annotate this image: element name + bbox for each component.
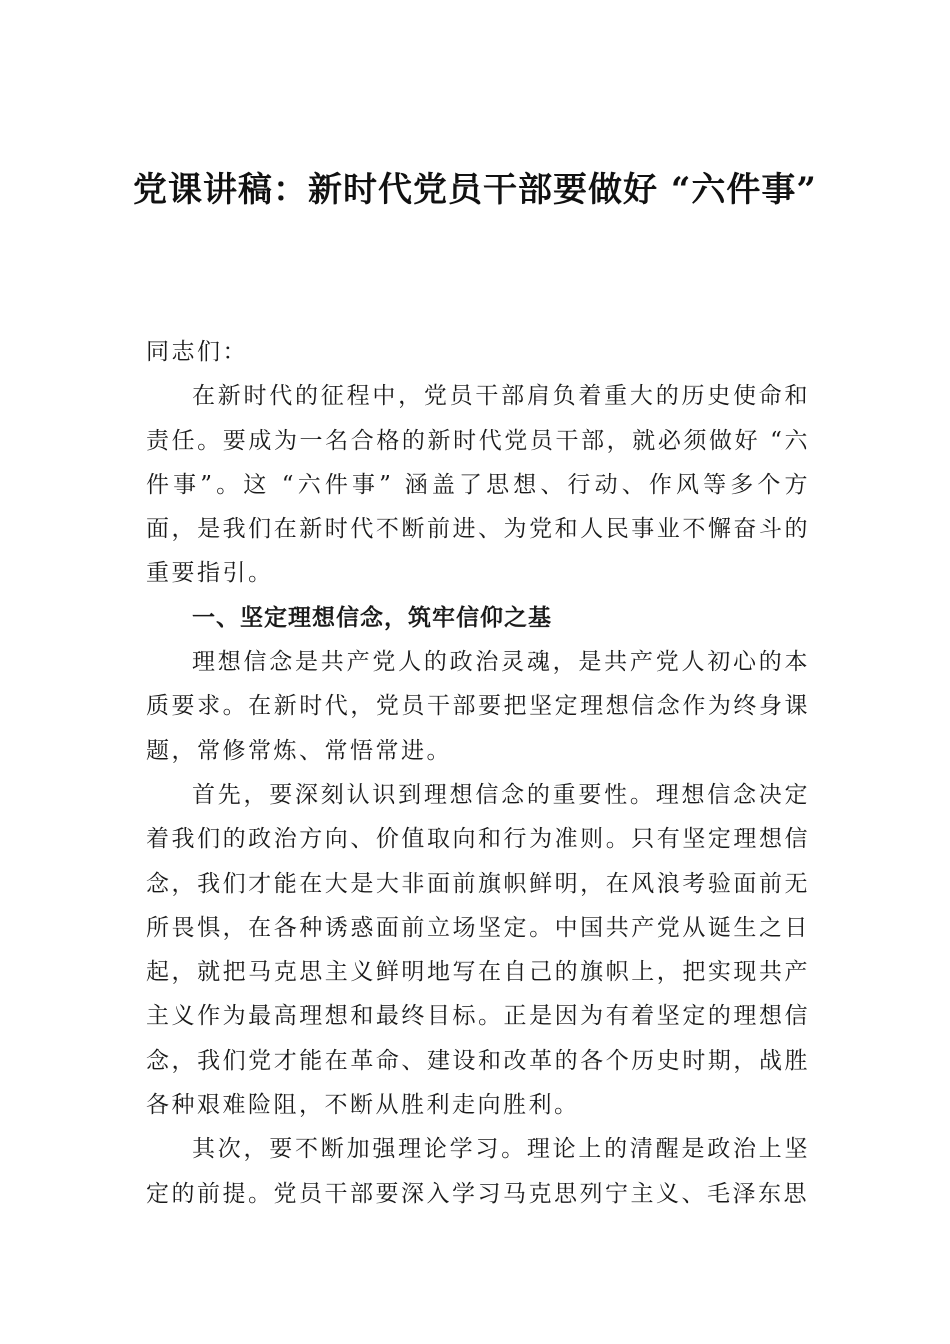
paragraph-intro: 在新时代的征程中，党员干部肩负着重大的历史使命和责任。要成为一名合格的新时代党员干部，就必须做好 “六件事”。这 “六件事” 涵盖了思想、行动、作风等多个方面，是我们在新时代不断前进、为党和人民事业不懈奋斗的重要指引。: [146, 383, 810, 587]
paragraph-section1-1: 理想信念是共产党人的政治灵魂，是共产党人初心的本质要求。在新时代，党员干部要把坚定理想信念作为终身课题，常修常炼、常悟常进。: [146, 649, 810, 764]
section-heading-1: 一、坚定理想信念，筑牢信仰之基: [192, 604, 552, 631]
document-body: [146, 330, 810, 1216]
document-title: 党课讲稿：新时代党员干部要做好 “六件事”: [133, 170, 817, 210]
paragraph-section1-2: 首先，要深刻认识到理想信念的重要性。理想信念决定着我们的政治方向、价值取向和行为准则。只有坚定理想信念，我们才能在大是大非面前旗帜鲜明，在风浪考验面前无所畏惧，在各种诱惑面前立场坚定。中国共产党从诞生之日起，就把马克思主义鲜明地写在自己的旗帜上，把实现共产主义作为最高理想和最终目标。正是因为有着坚定的理想信念，我们党才能在革命、建设和改革的各个历史时期，战胜各种艰难险阻，不断从胜利走向胜利。: [146, 781, 810, 1119]
paragraph-section1-3: 其次，要不断加强理论学习。理论上的清醒是政治上坚定的前提。党员干部要深入学习马克思列宁主义、毛泽东思: [146, 1136, 810, 1207]
salutation: 同志们：: [146, 339, 248, 365]
